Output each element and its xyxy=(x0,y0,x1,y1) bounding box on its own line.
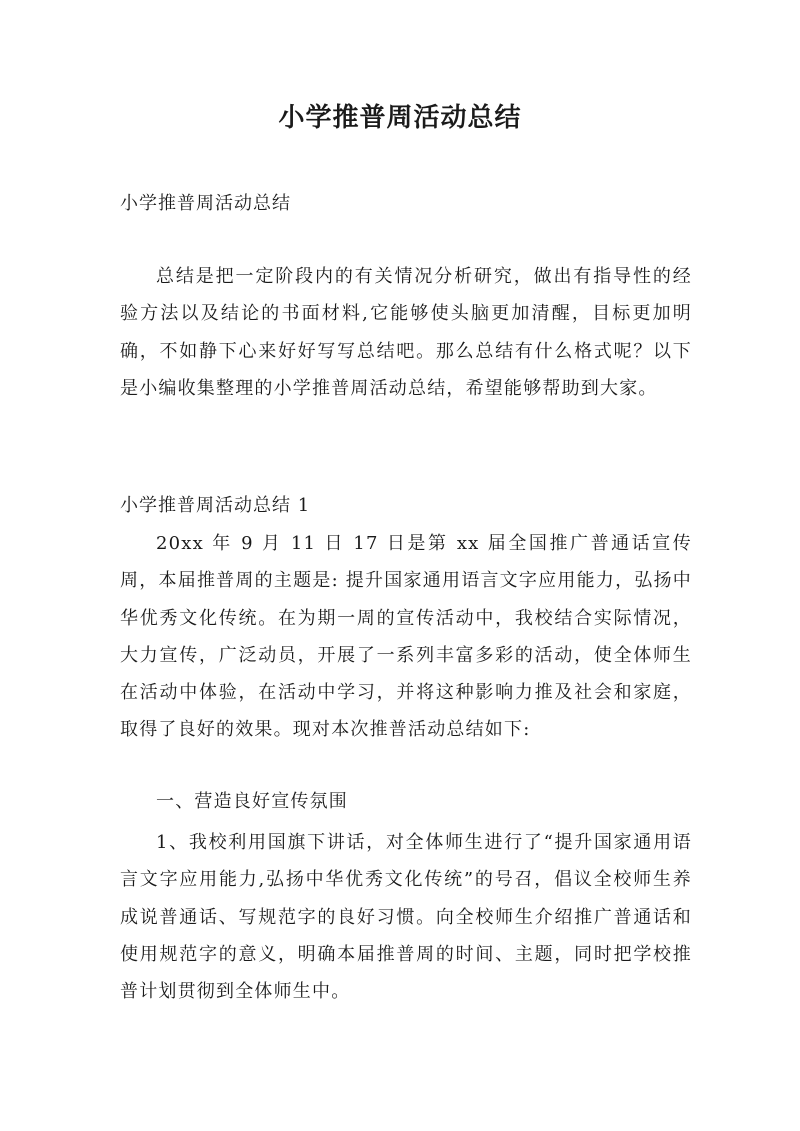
document-subtitle: 小学推普周活动总结 xyxy=(120,193,291,214)
intro-paragraph: 总结是把一定阶段内的有关情况分析研究，做出有指导性的经验方法以及结论的书面材料,它能够使头脑更加清醒，目标更加明确，不如静下心来好好写写总结吧。那么总结有什么格式呢？以下是小编收集整理的小学推普周活动总结，希望能够帮助到大家。 xyxy=(120,266,692,399)
subheading: 一、营造良好宣传氛围 xyxy=(156,791,348,812)
document-title: 小学推普周活动总结 xyxy=(278,103,522,133)
section-body-paragraph: 20xx 年 9 月 11 日 17 日是第 xx 届全国推广普通话宣传周，本届推普周的主题是: 提升国家通用语言文字应用能力，弘扬中华优秀文化传统。在为期一周的宣传活动中，我校结合实际情况，大力宣传，广泛动员，开展了一系列丰富多彩的活动，使全体师生在活动中体验，在活动中学习，并将这种影响力推及社会和家庭，取得了良好的效果。现对本次推普活动总结如下: xyxy=(120,533,692,741)
section-title: 小学推普周活动总结 1 xyxy=(120,495,311,516)
item-paragraph: 1、我校利用国旗下讲话，对全体师生进行了“提升国家通用语言文字应用能力,弘扬中华优秀文化传统”的号召，倡议全校师生养成说普通话、写规范字的良好习惯。向全校师生介绍推广普通话和使用规范字的意义，明确本届推普周的时间、主题，同时把学校推普计划贯彻到全体师生中。 xyxy=(120,832,692,1003)
